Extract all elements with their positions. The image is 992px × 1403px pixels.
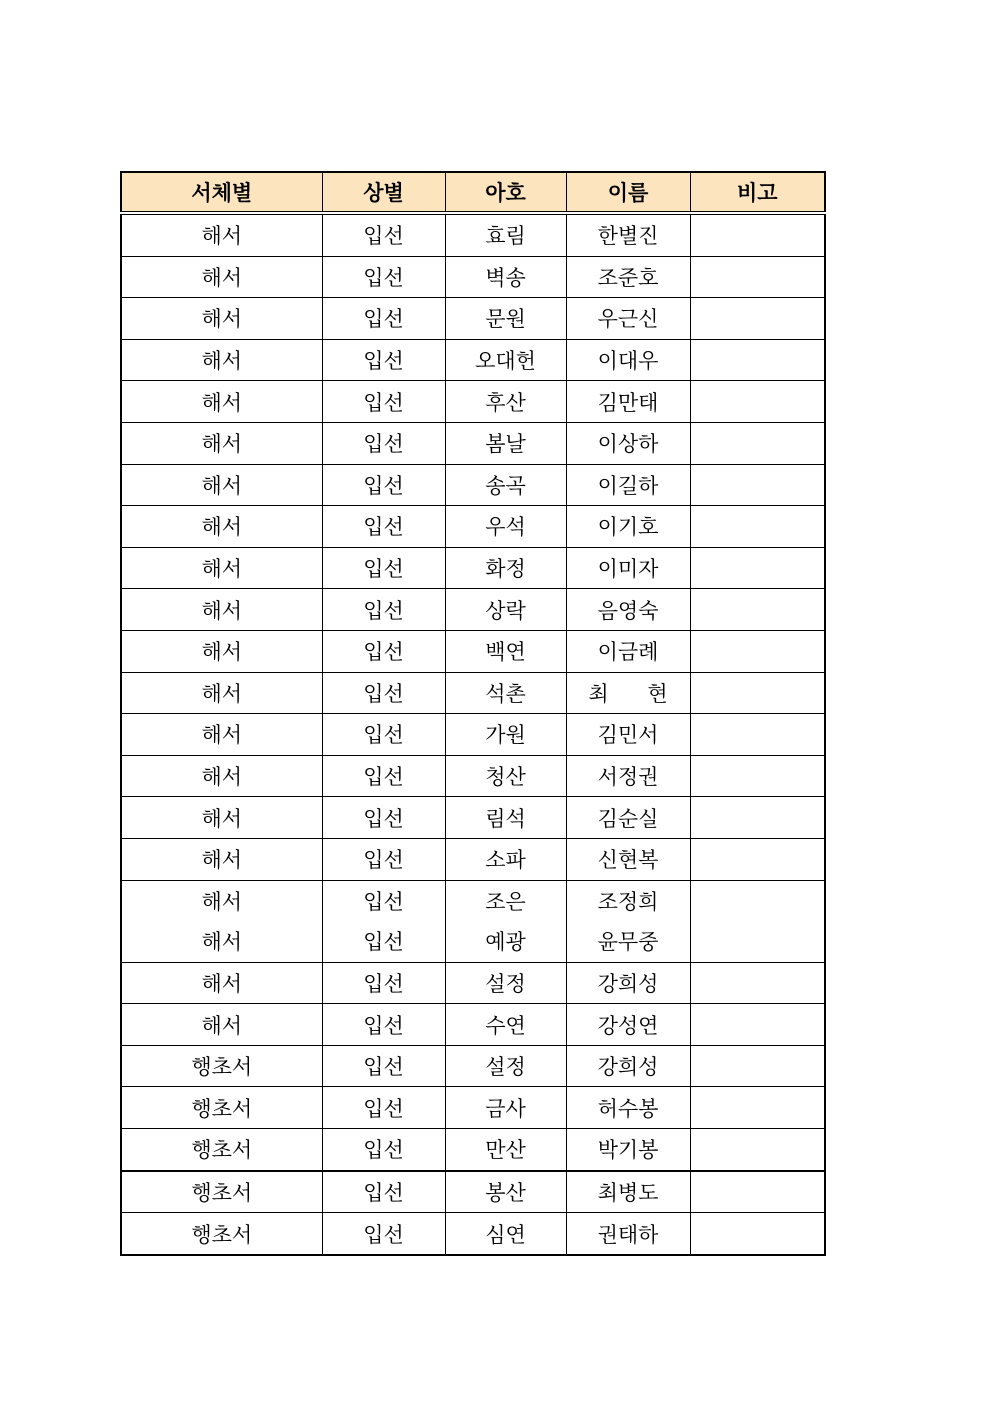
pen-name-cell: 설정 — [445, 962, 566, 1004]
award-cell: 입선 — [322, 1171, 445, 1213]
pen-name-cell: 봄날 — [445, 422, 566, 464]
table-row — [121, 1129, 825, 1171]
category-cell: 해서 — [121, 672, 322, 714]
table-row — [121, 339, 825, 381]
remarks-cell — [690, 298, 825, 340]
category-cell: 해서 — [121, 630, 322, 672]
award-cell: 입선 — [322, 506, 445, 548]
pen-name-cell: 우석 — [445, 506, 566, 548]
table-row — [121, 921, 825, 962]
name-cell: 김만태 — [566, 381, 690, 423]
remarks-cell — [690, 1087, 825, 1129]
category-cell: 행초서 — [121, 1045, 322, 1087]
category-cell: 해서 — [121, 422, 322, 464]
award-cell: 입선 — [322, 714, 445, 756]
header-name: 이름 — [566, 172, 690, 213]
name-cell: 이대우 — [566, 339, 690, 381]
award-cell: 입선 — [322, 1213, 445, 1255]
name-cell: 강성연 — [566, 1004, 690, 1046]
table-row — [121, 1045, 825, 1087]
remarks-cell — [690, 256, 825, 298]
name-cell: 우근신 — [566, 298, 690, 340]
remarks-cell — [690, 213, 825, 256]
name-cell: 이미자 — [566, 547, 690, 589]
table-row — [121, 755, 825, 797]
remarks-cell — [690, 755, 825, 797]
category-cell: 해서 — [121, 838, 322, 880]
pen-name-cell: 백연 — [445, 630, 566, 672]
award-cell: 입선 — [322, 630, 445, 672]
name-cell: 강희성 — [566, 1045, 690, 1087]
table-row — [121, 630, 825, 672]
table-row — [121, 464, 825, 506]
remarks-cell — [690, 1045, 825, 1087]
category-cell: 행초서 — [121, 1213, 322, 1255]
award-cell: 입선 — [322, 962, 445, 1004]
remarks-cell — [690, 381, 825, 423]
table-row — [121, 797, 825, 839]
category-cell: 해서 — [121, 1004, 322, 1046]
pen-name-cell: 문원 — [445, 298, 566, 340]
table-row — [121, 962, 825, 1004]
pen-name-cell: 봉산 — [445, 1171, 566, 1213]
pen-name-cell: 소파 — [445, 838, 566, 880]
name-cell: 강희성 — [566, 962, 690, 1004]
table-row — [121, 381, 825, 423]
name-cell: 최 현 — [566, 672, 690, 714]
category-cell: 해서 — [121, 589, 322, 631]
table-row — [121, 547, 825, 589]
pen-name-cell: 가원 — [445, 714, 566, 756]
category-cell: 행초서 — [121, 1087, 322, 1129]
pen-name-cell: 조은 — [445, 880, 566, 921]
award-cell: 입선 — [322, 672, 445, 714]
header-category: 서체별 — [121, 172, 322, 213]
pen-name-cell: 화정 — [445, 547, 566, 589]
table-row — [121, 256, 825, 298]
name-cell: 김민서 — [566, 714, 690, 756]
category-cell: 해서 — [121, 256, 322, 298]
table-row — [121, 714, 825, 756]
award-cell: 입선 — [322, 589, 445, 631]
pen-name-cell: 송곡 — [445, 464, 566, 506]
table-row — [121, 672, 825, 714]
award-cell: 입선 — [322, 547, 445, 589]
category-cell: 행초서 — [121, 1171, 322, 1213]
category-cell: 해서 — [121, 339, 322, 381]
table-row — [121, 1213, 825, 1255]
award-cell: 입선 — [322, 838, 445, 880]
pen-name-cell: 오대헌 — [445, 339, 566, 381]
table-row — [121, 506, 825, 548]
table-row — [121, 298, 825, 340]
category-cell: 해서 — [121, 298, 322, 340]
award-cell: 입선 — [322, 464, 445, 506]
category-cell: 해서 — [121, 506, 322, 548]
category-cell: 해서 — [121, 755, 322, 797]
remarks-cell — [690, 1004, 825, 1046]
table-row — [121, 1087, 825, 1129]
name-cell: 권태하 — [566, 1213, 690, 1255]
award-cell: 입선 — [322, 298, 445, 340]
remarks-cell — [690, 962, 825, 1004]
name-cell: 윤무중 — [566, 921, 690, 962]
award-cell: 입선 — [322, 1087, 445, 1129]
remarks-cell — [690, 1129, 825, 1171]
name-cell: 조정희 — [566, 880, 690, 921]
remarks-cell — [690, 547, 825, 589]
award-cell: 입선 — [322, 1004, 445, 1046]
remarks-cell — [690, 589, 825, 631]
pen-name-cell: 후산 — [445, 381, 566, 423]
table-row — [121, 1171, 825, 1213]
table-body — [121, 213, 825, 1255]
table-row — [121, 213, 825, 256]
remarks-cell — [690, 714, 825, 756]
award-cell: 입선 — [322, 381, 445, 423]
remarks-cell — [690, 422, 825, 464]
pen-name-cell: 수연 — [445, 1004, 566, 1046]
award-cell: 입선 — [322, 339, 445, 381]
name-cell: 이길하 — [566, 464, 690, 506]
remarks-cell — [690, 838, 825, 880]
header-award: 상별 — [322, 172, 445, 213]
category-cell: 해서 — [121, 880, 322, 921]
award-cell: 입선 — [322, 755, 445, 797]
award-cell: 입선 — [322, 921, 445, 962]
pen-name-cell: 설정 — [445, 1045, 566, 1087]
name-cell: 이기호 — [566, 506, 690, 548]
remarks-cell — [690, 1171, 825, 1213]
table-header-row — [121, 172, 825, 213]
name-cell: 최병도 — [566, 1171, 690, 1213]
award-cell: 입선 — [322, 797, 445, 839]
pen-name-cell: 만산 — [445, 1129, 566, 1171]
pen-name-cell: 벽송 — [445, 256, 566, 298]
name-cell: 조준호 — [566, 256, 690, 298]
award-cell: 입선 — [322, 256, 445, 298]
category-cell: 해서 — [121, 714, 322, 756]
category-cell: 해서 — [121, 547, 322, 589]
pen-name-cell: 심연 — [445, 1213, 566, 1255]
award-cell: 입선 — [322, 1129, 445, 1171]
award-list-table — [120, 171, 826, 1256]
remarks-cell — [690, 921, 825, 962]
name-cell: 이상하 — [566, 422, 690, 464]
remarks-cell — [690, 1213, 825, 1255]
pen-name-cell: 청산 — [445, 755, 566, 797]
header-remarks: 비고 — [690, 172, 825, 213]
pen-name-cell: 효림 — [445, 213, 566, 256]
category-cell: 해서 — [121, 921, 322, 962]
name-cell: 이금례 — [566, 630, 690, 672]
category-cell: 해서 — [121, 381, 322, 423]
name-cell: 음영숙 — [566, 589, 690, 631]
pen-name-cell: 금사 — [445, 1087, 566, 1129]
pen-name-cell: 예광 — [445, 921, 566, 962]
name-cell: 신현복 — [566, 838, 690, 880]
table-row — [121, 422, 825, 464]
table-row — [121, 1004, 825, 1046]
pen-name-cell: 림석 — [445, 797, 566, 839]
remarks-cell — [690, 797, 825, 839]
award-cell: 입선 — [322, 1045, 445, 1087]
category-cell: 해서 — [121, 962, 322, 1004]
award-cell: 입선 — [322, 213, 445, 256]
remarks-cell — [690, 339, 825, 381]
category-cell: 해서 — [121, 464, 322, 506]
name-cell: 박기봉 — [566, 1129, 690, 1171]
remarks-cell — [690, 464, 825, 506]
table-row — [121, 838, 825, 880]
award-cell: 입선 — [322, 880, 445, 921]
category-cell: 해서 — [121, 213, 322, 256]
award-cell: 입선 — [322, 422, 445, 464]
name-cell: 허수봉 — [566, 1087, 690, 1129]
name-cell: 한별진 — [566, 213, 690, 256]
category-cell: 행초서 — [121, 1129, 322, 1171]
remarks-cell — [690, 672, 825, 714]
header-pen-name: 아호 — [445, 172, 566, 213]
pen-name-cell: 석촌 — [445, 672, 566, 714]
remarks-cell — [690, 506, 825, 548]
category-cell: 해서 — [121, 797, 322, 839]
remarks-cell — [690, 880, 825, 921]
remarks-cell — [690, 630, 825, 672]
table-row — [121, 880, 825, 921]
pen-name-cell: 상락 — [445, 589, 566, 631]
name-cell: 김순실 — [566, 797, 690, 839]
table-row — [121, 589, 825, 631]
name-cell: 서정권 — [566, 755, 690, 797]
